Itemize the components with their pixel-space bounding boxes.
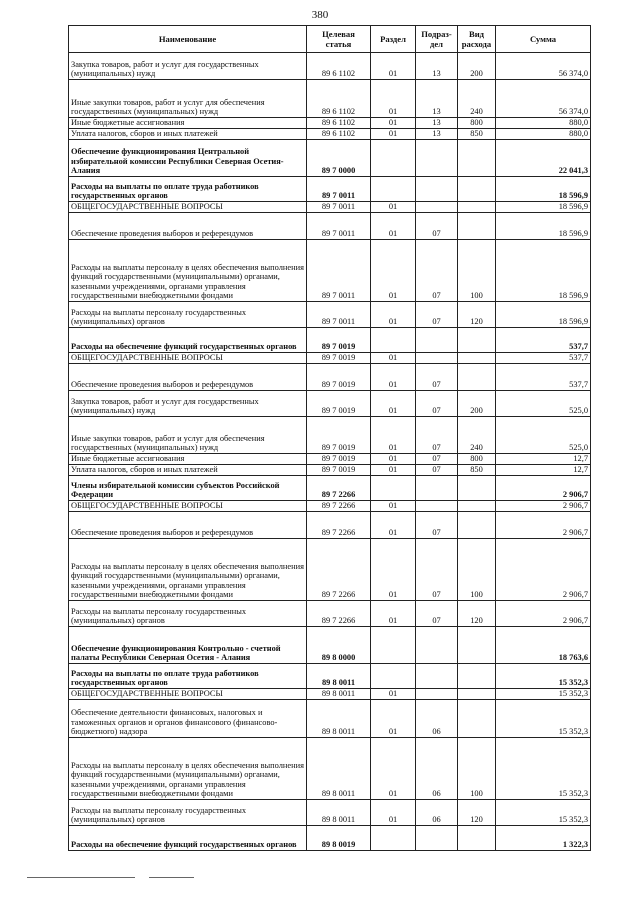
row-section-cell (371, 177, 416, 202)
table-row (69, 501, 591, 512)
row-section-cell: 01 (371, 417, 416, 454)
row-expense-type-cell (458, 353, 496, 364)
row-subsection-cell: 07 (416, 302, 458, 328)
row-section-cell: 01 (371, 213, 416, 240)
row-section-cell (371, 826, 416, 851)
row-sum-cell: 12,7 (496, 454, 591, 465)
row-section-cell: 01 (371, 353, 416, 364)
row-expense-type-cell: 120 (458, 601, 496, 627)
row-name-cell: Расходы на выплаты персоналу в целях обеспечения выполнения функций государственными (муниципальными) органами, казенными учреждениями, органами управления государственными внебюджетными фондами (69, 539, 307, 601)
row-target-article-cell: 89 7 0011 (307, 177, 371, 202)
table-row (69, 689, 591, 700)
row-subsection-cell: 13 (416, 129, 458, 140)
row-subsection-cell (416, 689, 458, 700)
row-sum-cell: 1 322,3 (496, 826, 591, 851)
row-name-cell: Расходы на выплаты персоналу в целях обеспечения выполнения функций государственными (муниципальными) органами, казенными учреждениями, органами управления государственными внебюджетными фондами (69, 240, 307, 302)
row-expense-type-cell: 800 (458, 454, 496, 465)
table-row (69, 738, 591, 800)
row-target-article-cell: 89 6 1102 (307, 118, 371, 129)
row-section-cell: 01 (371, 800, 416, 826)
row-expense-type-cell: 100 (458, 539, 496, 601)
row-subsection-cell (416, 202, 458, 213)
budget-table (68, 25, 591, 851)
table-row (69, 129, 591, 140)
row-expense-type-cell (458, 689, 496, 700)
row-section-cell (371, 328, 416, 353)
row-section-cell: 01 (371, 240, 416, 302)
table-row (69, 826, 591, 851)
table-body (69, 53, 591, 851)
table-row (69, 118, 591, 129)
row-subsection-cell: 07 (416, 465, 458, 476)
header-section: Раздел (371, 26, 416, 53)
row-expense-type-cell (458, 501, 496, 512)
table-row (69, 302, 591, 328)
table-row (69, 53, 591, 80)
row-expense-type-cell (458, 664, 496, 689)
table-row (69, 353, 591, 364)
row-sum-cell: 537,7 (496, 364, 591, 391)
row-sum-cell: 2 906,7 (496, 601, 591, 627)
table-row (69, 700, 591, 738)
row-sum-cell: 537,7 (496, 328, 591, 353)
row-target-article-cell: 89 6 1102 (307, 80, 371, 118)
row-target-article-cell: 89 8 0011 (307, 738, 371, 800)
row-target-article-cell: 89 7 0011 (307, 202, 371, 213)
row-expense-type-cell: 200 (458, 53, 496, 80)
row-expense-type-cell: 850 (458, 465, 496, 476)
row-sum-cell: 18 596,9 (496, 213, 591, 240)
row-expense-type-cell: 120 (458, 302, 496, 328)
table-row (69, 601, 591, 627)
header-name: Наименование (69, 26, 307, 53)
row-target-article-cell: 89 8 0000 (307, 627, 371, 664)
row-section-cell: 01 (371, 738, 416, 800)
row-section-cell: 01 (371, 364, 416, 391)
row-target-article-cell: 89 7 0019 (307, 364, 371, 391)
row-subsection-cell: 07 (416, 512, 458, 539)
header-subsection: Подраз-дел (416, 26, 458, 53)
row-target-article-cell: 89 7 2266 (307, 601, 371, 627)
row-sum-cell: 880,0 (496, 118, 591, 129)
row-sum-cell: 18 763,6 (496, 627, 591, 664)
row-section-cell (371, 664, 416, 689)
footer-rule-left (27, 877, 135, 878)
row-sum-cell: 537,7 (496, 353, 591, 364)
row-name-cell: Расходы на выплаты персоналу государственных (муниципальных) органов (69, 302, 307, 328)
row-subsection-cell: 07 (416, 417, 458, 454)
row-name-cell: Расходы на выплаты персоналу в целях обеспечения выполнения функций государственными (муниципальными) органами, казенными учреждениями, органами управления государственными внебюджетными фондами (69, 738, 307, 800)
row-target-article-cell: 89 7 0019 (307, 328, 371, 353)
row-target-article-cell: 89 8 0011 (307, 689, 371, 700)
row-expense-type-cell: 100 (458, 240, 496, 302)
row-name-cell: Расходы на выплаты персоналу государственных (муниципальных) органов (69, 800, 307, 826)
row-name-cell: Иные закупки товаров, работ и услуг для обеспечения государственных (муниципальных) нужд (69, 80, 307, 118)
row-target-article-cell: 89 8 0019 (307, 826, 371, 851)
page-number: 380 (311, 9, 329, 21)
row-subsection-cell (416, 826, 458, 851)
row-sum-cell: 12,7 (496, 465, 591, 476)
row-name-cell: Обеспечение проведения выборов и референдумов (69, 213, 307, 240)
row-name-cell: Члены избирательной комиссии субъектов Российской Федерации (69, 476, 307, 501)
row-sum-cell: 525,0 (496, 417, 591, 454)
row-section-cell (371, 476, 416, 501)
row-section-cell (371, 627, 416, 664)
row-expense-type-cell: 800 (458, 118, 496, 129)
row-section-cell: 01 (371, 129, 416, 140)
row-section-cell: 01 (371, 302, 416, 328)
row-subsection-cell: 07 (416, 213, 458, 240)
row-name-cell: Обеспечение функционирования Контрольно - счетной палаты Республики Северная Осетия - Алания (69, 627, 307, 664)
row-sum-cell: 15 352,3 (496, 664, 591, 689)
row-target-article-cell: 89 8 0011 (307, 700, 371, 738)
row-name-cell: Иные закупки товаров, работ и услуг для обеспечения государственных (муниципальных) нужд (69, 417, 307, 454)
row-subsection-cell (416, 501, 458, 512)
table-row (69, 800, 591, 826)
row-expense-type-cell: 120 (458, 800, 496, 826)
row-target-article-cell: 89 7 2266 (307, 501, 371, 512)
row-name-cell: ОБЩЕГОСУДАРСТВЕННЫЕ ВОПРОСЫ (69, 353, 307, 364)
table-row (69, 240, 591, 302)
row-subsection-cell (416, 177, 458, 202)
table-row (69, 328, 591, 353)
row-name-cell: Обеспечение проведения выборов и референдумов (69, 512, 307, 539)
row-sum-cell: 2 906,7 (496, 476, 591, 501)
row-subsection-cell: 07 (416, 454, 458, 465)
table-row (69, 664, 591, 689)
row-sum-cell: 18 596,9 (496, 177, 591, 202)
table-row (69, 512, 591, 539)
row-expense-type-cell (458, 364, 496, 391)
row-expense-type-cell (458, 140, 496, 177)
row-sum-cell: 18 596,9 (496, 202, 591, 213)
row-name-cell: Уплата налогов, сборов и иных платежей (69, 465, 307, 476)
row-name-cell: Иные бюджетные ассигнования (69, 454, 307, 465)
row-target-article-cell: 89 7 0019 (307, 454, 371, 465)
row-name-cell: Закупка товаров, работ и услуг для государственных (муниципальных) нужд (69, 391, 307, 417)
row-expense-type-cell: 240 (458, 417, 496, 454)
row-target-article-cell: 89 7 2266 (307, 539, 371, 601)
row-target-article-cell: 89 7 0019 (307, 391, 371, 417)
row-subsection-cell (416, 140, 458, 177)
row-target-article-cell: 89 7 0011 (307, 213, 371, 240)
row-expense-type-cell (458, 177, 496, 202)
row-target-article-cell: 89 8 0011 (307, 664, 371, 689)
table-row (69, 417, 591, 454)
row-sum-cell: 15 352,3 (496, 689, 591, 700)
table-row (69, 140, 591, 177)
row-subsection-cell: 07 (416, 364, 458, 391)
row-name-cell: Закупка товаров, работ и услуг для государственных (муниципальных) нужд (69, 53, 307, 80)
table-row (69, 80, 591, 118)
table-row (69, 213, 591, 240)
row-subsection-cell: 13 (416, 80, 458, 118)
row-subsection-cell: 06 (416, 738, 458, 800)
row-subsection-cell: 07 (416, 601, 458, 627)
row-expense-type-cell (458, 512, 496, 539)
row-target-article-cell: 89 7 2266 (307, 512, 371, 539)
row-subsection-cell: 06 (416, 800, 458, 826)
row-subsection-cell: 13 (416, 53, 458, 80)
row-target-article-cell: 89 7 0011 (307, 302, 371, 328)
row-section-cell: 01 (371, 53, 416, 80)
row-section-cell: 01 (371, 689, 416, 700)
table-row (69, 476, 591, 501)
row-sum-cell: 15 352,3 (496, 700, 591, 738)
row-section-cell: 01 (371, 539, 416, 601)
row-section-cell: 01 (371, 118, 416, 129)
table-row (69, 177, 591, 202)
footer-rule-right (149, 877, 194, 878)
row-expense-type-cell: 850 (458, 129, 496, 140)
row-expense-type-cell (458, 700, 496, 738)
row-sum-cell: 2 906,7 (496, 501, 591, 512)
row-sum-cell: 18 596,9 (496, 302, 591, 328)
table-header (69, 26, 591, 53)
row-sum-cell: 2 906,7 (496, 512, 591, 539)
row-target-article-cell: 89 7 0000 (307, 140, 371, 177)
row-section-cell: 01 (371, 202, 416, 213)
row-target-article-cell: 89 6 1102 (307, 53, 371, 80)
row-subsection-cell (416, 664, 458, 689)
header-target-article: Целевая статья (307, 26, 371, 53)
row-target-article-cell: 89 7 0011 (307, 240, 371, 302)
row-section-cell: 01 (371, 512, 416, 539)
row-subsection-cell: 07 (416, 539, 458, 601)
table-row (69, 202, 591, 213)
row-name-cell: Уплата налогов, сборов и иных платежей (69, 129, 307, 140)
row-name-cell: Иные бюджетные ассигнования (69, 118, 307, 129)
row-name-cell: ОБЩЕГОСУДАРСТВЕННЫЕ ВОПРОСЫ (69, 202, 307, 213)
row-expense-type-cell (458, 213, 496, 240)
row-section-cell: 01 (371, 454, 416, 465)
row-name-cell: ОБЩЕГОСУДАРСТВЕННЫЕ ВОПРОСЫ (69, 501, 307, 512)
row-section-cell: 01 (371, 700, 416, 738)
row-sum-cell: 56 374,0 (496, 80, 591, 118)
row-target-article-cell: 89 7 2266 (307, 476, 371, 501)
row-target-article-cell: 89 7 0019 (307, 465, 371, 476)
row-expense-type-cell (458, 202, 496, 213)
row-expense-type-cell: 240 (458, 80, 496, 118)
table-row (69, 454, 591, 465)
row-name-cell: Расходы на выплаты по оплате труда работников государственных органов (69, 664, 307, 689)
header-sum: Сумма (496, 26, 591, 53)
row-name-cell: ОБЩЕГОСУДАРСТВЕННЫЕ ВОПРОСЫ (69, 689, 307, 700)
row-subsection-cell (416, 627, 458, 664)
row-sum-cell: 56 374,0 (496, 53, 591, 80)
row-target-article-cell: 89 7 0019 (307, 353, 371, 364)
row-section-cell: 01 (371, 601, 416, 627)
row-name-cell: Обеспечение проведения выборов и референдумов (69, 364, 307, 391)
row-sum-cell: 880,0 (496, 129, 591, 140)
row-target-article-cell: 89 7 0019 (307, 417, 371, 454)
row-name-cell: Обеспечение деятельности финансовых, налоговых и таможенных органов и органов финансового (финансово-бюджетного) надзора (69, 700, 307, 738)
row-name-cell: Расходы на обеспечение функций государственных органов (69, 826, 307, 851)
row-expense-type-cell (458, 627, 496, 664)
header-expense-type: Вид расхода (458, 26, 496, 53)
table-row (69, 539, 591, 601)
row-subsection-cell: 13 (416, 118, 458, 129)
row-section-cell: 01 (371, 501, 416, 512)
row-target-article-cell: 89 6 1102 (307, 129, 371, 140)
row-subsection-cell (416, 328, 458, 353)
row-section-cell: 01 (371, 465, 416, 476)
row-name-cell: Расходы на выплаты по оплате труда работников государственных органов (69, 177, 307, 202)
table-row (69, 627, 591, 664)
row-subsection-cell: 07 (416, 240, 458, 302)
row-sum-cell: 2 906,7 (496, 539, 591, 601)
row-sum-cell: 525,0 (496, 391, 591, 417)
row-name-cell: Расходы на обеспечение функций государственных органов (69, 328, 307, 353)
row-subsection-cell: 07 (416, 391, 458, 417)
row-expense-type-cell: 200 (458, 391, 496, 417)
row-sum-cell: 15 352,3 (496, 800, 591, 826)
row-name-cell: Расходы на выплаты персоналу государственных (муниципальных) органов (69, 601, 307, 627)
row-section-cell: 01 (371, 391, 416, 417)
row-target-article-cell: 89 8 0011 (307, 800, 371, 826)
row-expense-type-cell (458, 476, 496, 501)
row-expense-type-cell (458, 826, 496, 851)
row-subsection-cell: 06 (416, 700, 458, 738)
row-section-cell: 01 (371, 80, 416, 118)
table-row (69, 465, 591, 476)
row-sum-cell: 18 596,9 (496, 240, 591, 302)
row-subsection-cell (416, 476, 458, 501)
row-subsection-cell (416, 353, 458, 364)
row-name-cell: Обеспечение функционирования Центральной избирательной комиссии Республики Северная Осетия-Алания (69, 140, 307, 177)
row-expense-type-cell: 100 (458, 738, 496, 800)
row-sum-cell: 22 041,3 (496, 140, 591, 177)
row-expense-type-cell (458, 328, 496, 353)
row-sum-cell: 15 352,3 (496, 738, 591, 800)
table-row (69, 391, 591, 417)
table-row (69, 364, 591, 391)
row-section-cell (371, 140, 416, 177)
